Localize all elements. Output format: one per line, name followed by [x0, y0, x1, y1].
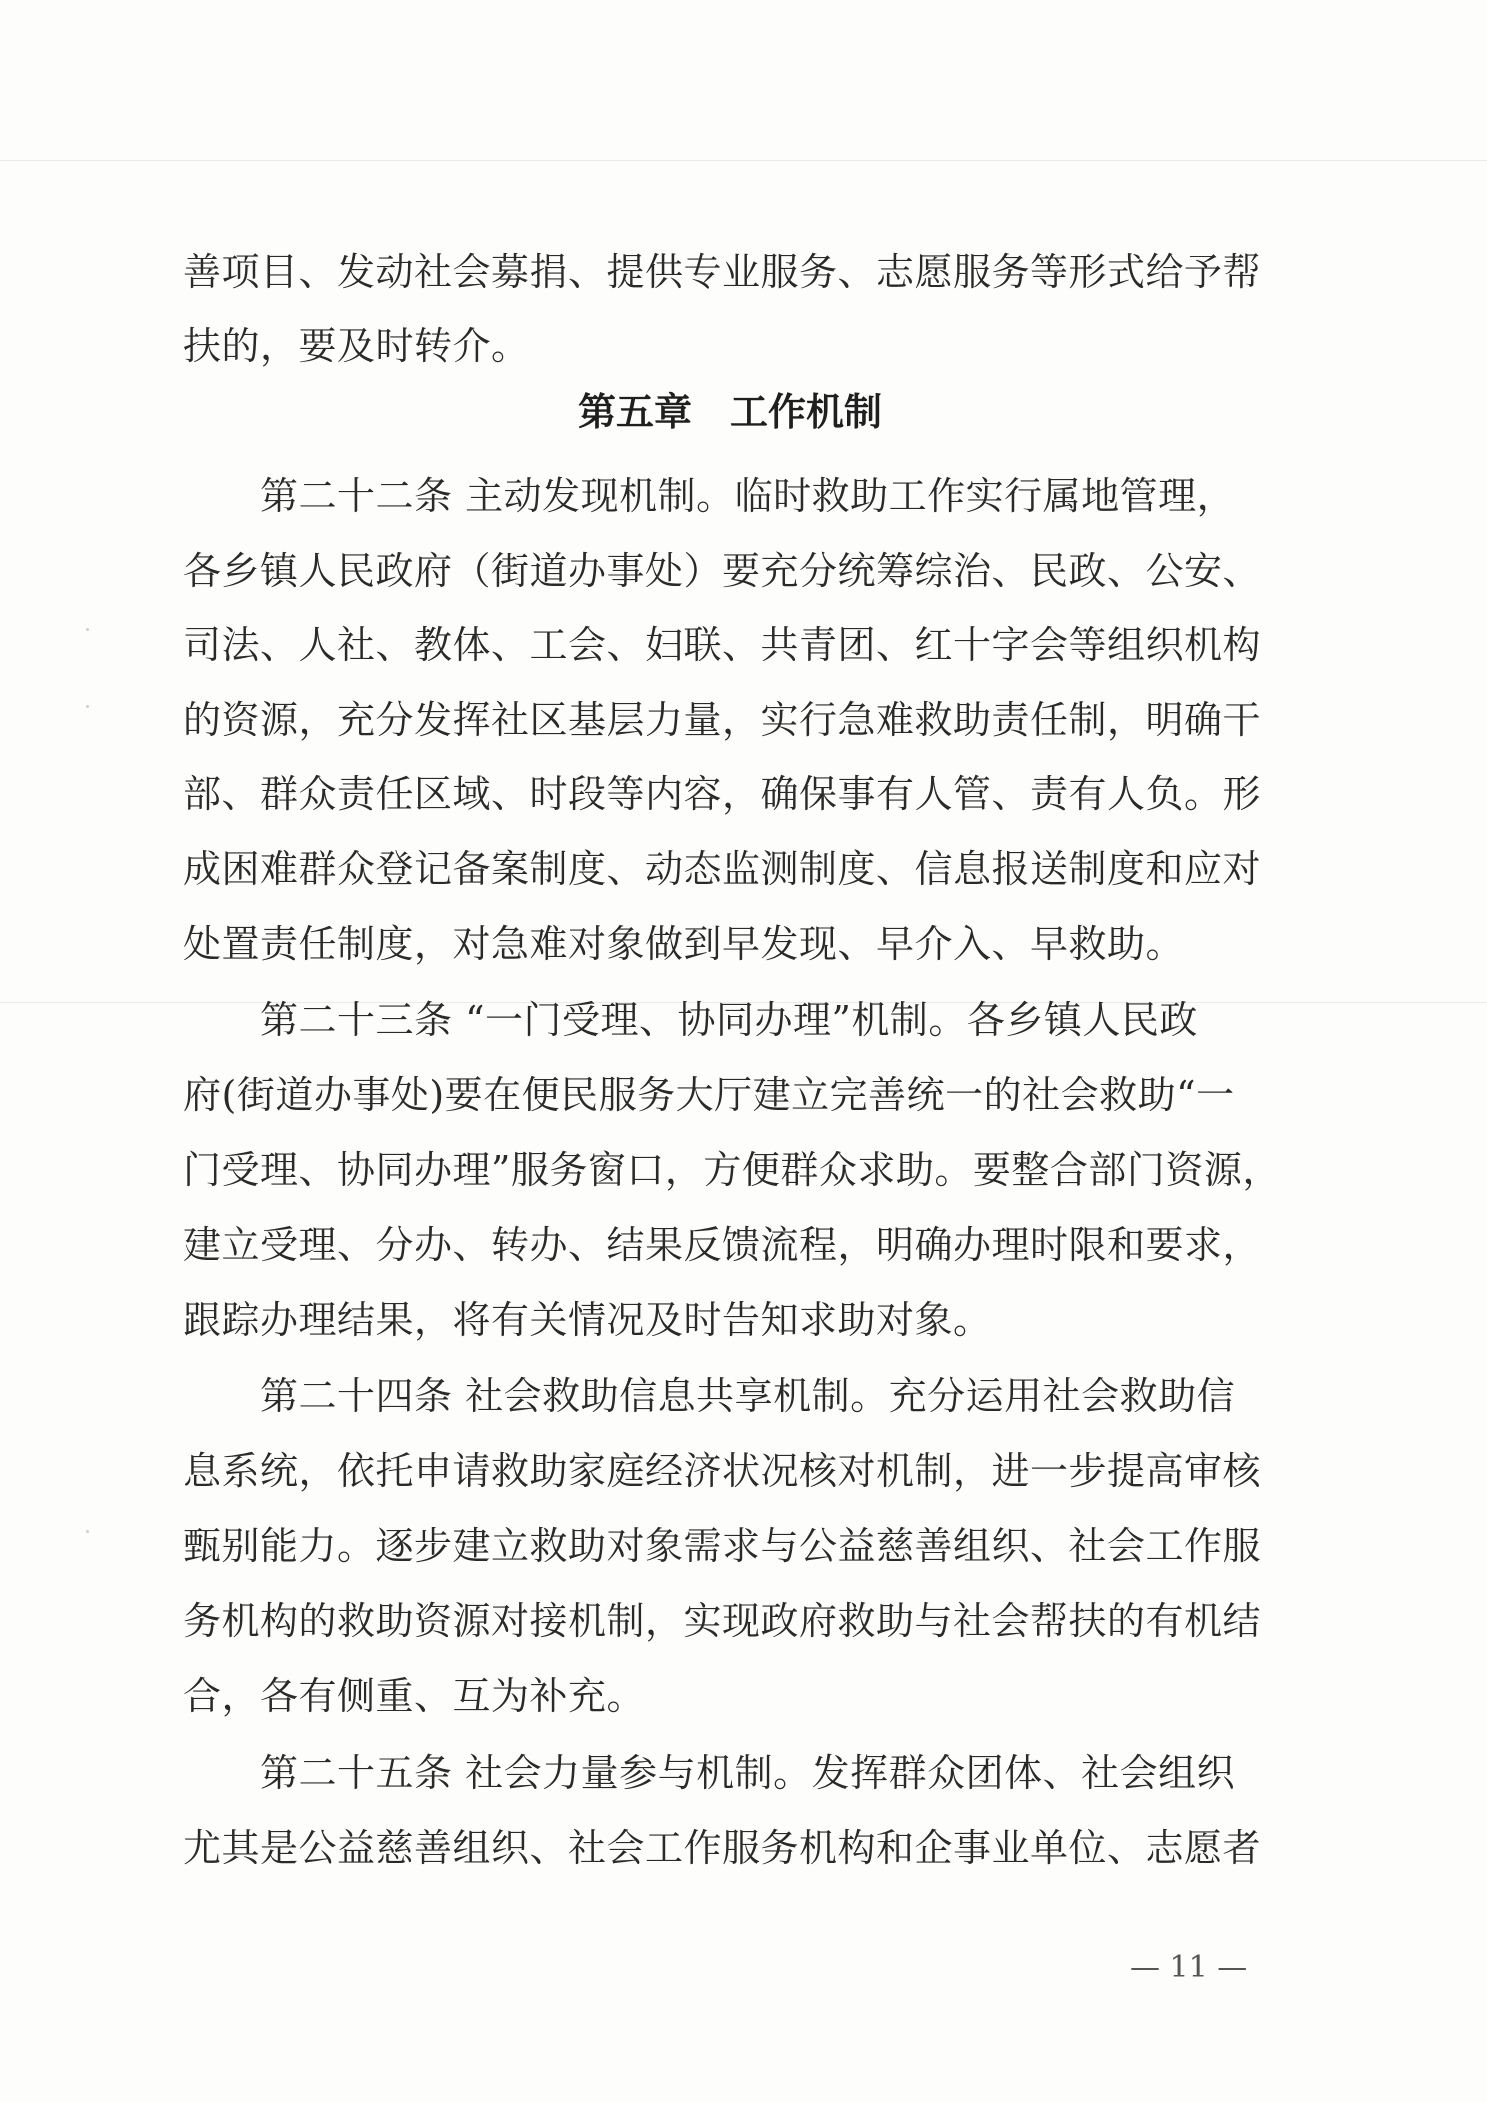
- scan-artifact-line: [0, 160, 1487, 161]
- article-24-text-line: 合，各有侧重、互为补充。: [183, 1674, 646, 1718]
- article-24-text-line: 息系统，依托申请救助家庭经济状况核对机制，进一步提高审核: [183, 1449, 1262, 1493]
- article-22-text-line: 处置责任制度，对急难对象做到早发现、早介入、早救助。: [183, 922, 1185, 966]
- article-22-text-line: 各乡镇人民政府（街道办事处）要充分统筹综治、民政、公安、: [183, 549, 1262, 593]
- page-number: — 11 —: [1130, 1950, 1248, 1985]
- article-23-text-line: 跟踪办理结果，将有关情况及时告知求助对象。: [183, 1298, 992, 1342]
- article-22-text-line: 的资源，充分发挥社区基层力量，实行急难救助责任制，明确干: [183, 698, 1262, 742]
- scan-artifact-dot: [86, 628, 89, 631]
- article-22-text-line: 部、群众责任区域、时段等内容，确保事有人管、责有人负。形: [183, 772, 1262, 816]
- article-23-text-line: 第二十三条 “一门受理、协同办理”机制。各乡镇人民政: [183, 998, 1198, 1042]
- body-text-line: 扶的，要及时转介。: [183, 324, 530, 368]
- article-22-text-line: 成困难群众登记备案制度、动态监测制度、信息报送制度和应对: [183, 847, 1262, 891]
- article-24-text-line: 务机构的救助资源对接机制，实现政府救助与社会帮扶的有机结: [183, 1599, 1262, 1643]
- article-23-text-line: 府(街道办事处)要在便民服务大厅建立完善统一的社会救助“一: [183, 1073, 1235, 1117]
- article-25-text-line: 第二十五条 社会力量参与机制。发挥群众团体、社会组织: [183, 1751, 1236, 1795]
- article-23-text-line: 建立受理、分办、转办、结果反馈流程，明确办理时限和要求，: [183, 1223, 1262, 1267]
- scan-artifact-dot: [86, 1530, 89, 1533]
- chapter-heading: 第五章 工作机制: [578, 390, 883, 434]
- article-24-text-line: 第二十四条 社会救助信息共享机制。充分运用社会救助信: [183, 1374, 1236, 1418]
- scan-artifact-dot: [86, 705, 89, 708]
- article-25-text-line: 尤其是公益慈善组织、社会工作服务机构和企事业单位、志愿者: [183, 1826, 1262, 1870]
- article-22-text-line: 司法、人社、教体、工会、妇联、共青团、红十字会等组织机构: [183, 623, 1262, 667]
- article-22-text-line: 第二十二条 主动发现机制。临时救助工作实行属地管理，: [183, 474, 1236, 518]
- article-23-text-line: 门受理、协同办理”服务窗口，方便群众求助。要整合部门资源，: [183, 1148, 1281, 1192]
- article-24-text-line: 甄别能力。逐步建立救助对象需求与公益慈善组织、社会工作服: [183, 1524, 1262, 1568]
- body-text-line: 善项目、发动社会募捐、提供专业服务、志愿服务等形式给予帮: [183, 250, 1262, 294]
